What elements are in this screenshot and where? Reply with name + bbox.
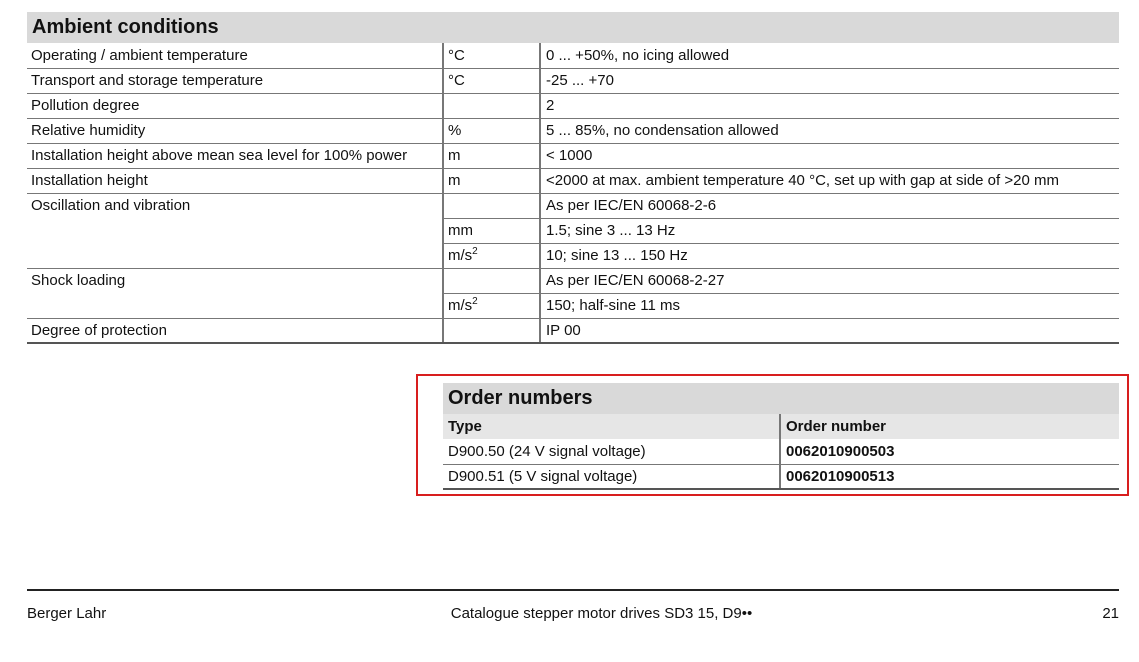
param-cell: Operating / ambient temperature (27, 43, 443, 68)
param-cell: Transport and storage temperature (27, 68, 443, 93)
unit-cell: % (443, 118, 540, 143)
param-cell: Relative humidity (27, 118, 443, 143)
value-cell: 1.5; sine 3 ... 13 Hz (540, 218, 1119, 243)
unit-cell (443, 93, 540, 118)
value-cell: IP 00 (540, 318, 1119, 343)
type-cell: D900.50 (24 V signal voltage) (443, 439, 780, 464)
unit-cell (443, 293, 540, 318)
table-row (27, 93, 1119, 118)
value-cell: -25 ... +70 (540, 68, 1119, 93)
param-cell: Installation height above mean sea level for 100% power (27, 143, 443, 168)
value-cell: 5 ... 85%, no condensation allowed (540, 118, 1119, 143)
table-row (27, 293, 1119, 318)
value-cell: 0 ... +50%, no icing allowed (540, 43, 1119, 68)
value-cell: 10; sine 13 ... 150 Hz (540, 243, 1119, 268)
type-header: Type (443, 414, 780, 439)
table-row (27, 43, 1119, 68)
table-row (27, 118, 1119, 143)
table-row (443, 464, 1119, 489)
unit-cell (443, 268, 540, 293)
unit-cell: °C (443, 68, 540, 93)
table-row (27, 218, 1119, 243)
param-cell: Degree of protection (27, 318, 443, 343)
unit-exponent: 2 (472, 296, 478, 307)
order-numbers-table (443, 414, 1119, 490)
table-header-row (443, 414, 1119, 439)
ambient-conditions-title: Ambient conditions (27, 12, 1119, 43)
unit-cell: °C (443, 43, 540, 68)
unit-cell: mm (443, 218, 540, 243)
type-cell: D900.51 (5 V signal voltage) (443, 464, 780, 489)
order-numbers-title: Order numbers (443, 383, 1119, 414)
param-cell: Shock loading (31, 272, 126, 290)
value-cell: 2 (540, 93, 1119, 118)
table-row (27, 143, 1119, 168)
table-row (27, 168, 1119, 193)
unit-base: m/s (448, 297, 473, 314)
table-row (27, 318, 1119, 343)
unit-cell: m (443, 168, 540, 193)
table-row (443, 439, 1119, 464)
unit-cell (443, 193, 540, 218)
value-cell: < 1000 (540, 143, 1119, 168)
order-number-cell: 0062010900513 (780, 464, 1119, 489)
param-cell (27, 218, 443, 243)
order-number-cell: 0062010900503 (780, 439, 1119, 464)
table-row (27, 268, 1119, 293)
param-cell: Oscillation and vibration (31, 197, 191, 215)
table-row (27, 243, 1119, 268)
param-cell (27, 243, 443, 268)
order-number-header: Order number (780, 414, 1119, 439)
param-cell: Pollution degree (27, 93, 443, 118)
unit-exponent: 2 (472, 246, 478, 257)
footer-catalogue-title: Catalogue stepper motor drives SD3 15, D9•• (450, 605, 753, 622)
table-row (27, 193, 1119, 218)
unit-cell: m (443, 143, 540, 168)
param-cell (27, 293, 443, 318)
footer-divider (27, 589, 1119, 591)
value-cell: 150; half-sine 11 ms (540, 293, 1119, 318)
param-cell: Installation height (27, 168, 443, 193)
value-cell: As per IEC/EN 60068-2-6 (540, 193, 1119, 218)
table-row (27, 68, 1119, 93)
value-cell: <2000 at max. ambient temperature 40 °C, set up with gap at side of >20 mm (540, 168, 1119, 193)
unit-cell (443, 318, 540, 343)
unit-base: m/s (448, 247, 473, 264)
unit-cell (443, 243, 540, 268)
ambient-conditions-table (27, 43, 1119, 344)
page-number: 21 (1102, 605, 1119, 622)
footer-company: Berger Lahr (27, 605, 107, 622)
value-cell: As per IEC/EN 60068-2-27 (540, 268, 1119, 293)
